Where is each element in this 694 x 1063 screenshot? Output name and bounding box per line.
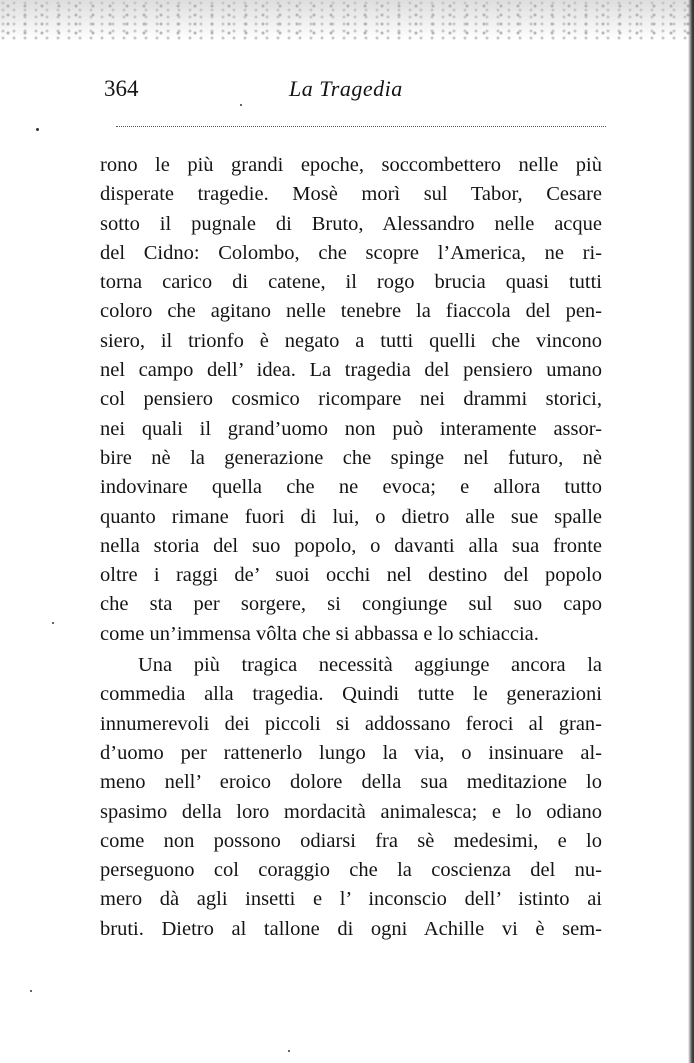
scan-speck — [288, 1050, 290, 1052]
header-rule — [116, 126, 606, 127]
text-line: Una più tragica necessità aggiunge ancora la — [138, 654, 602, 677]
text-line: meno nell’ eroico dolore della sua meditazione lo — [100, 771, 602, 794]
text-line: disperate tragedie. Mosè morì sul Tabor, Cesare — [100, 183, 602, 206]
text-line: nella storia del suo popolo, o davanti alla sua fronte — [100, 534, 602, 557]
scan-speck — [36, 128, 39, 131]
scan-speck — [240, 104, 242, 106]
body-text — [100, 151, 602, 944]
text-line: oltre i raggi de’ suoi occhi nel destino del popolo — [100, 564, 602, 587]
scan-speck — [52, 622, 54, 624]
text-line: mero dà agli insetti e l’ inconscio dell’ istinto ai — [100, 888, 602, 911]
text-line: del Cidno: Colombo, che scopre l’America, ne ri- — [100, 241, 602, 264]
text-line: commedia alla tragedia. Quindi tutte le generazioni — [100, 683, 602, 706]
text-line: sotto il pugnale di Bruto, Alessandro nelle acque — [100, 212, 602, 235]
scan-noise — [0, 0, 694, 40]
text-line: nei quali il grand’uomo non può interamente assor- — [100, 417, 602, 440]
text-line: rono le più grandi epoche, soccombettero nelle più — [100, 154, 602, 176]
text-line: che sta per sorgere, si congiunge sul suo capo — [100, 593, 602, 616]
page-number: 364 — [104, 76, 139, 101]
text-line: bruti. Dietro al tallone di ogni Achille vi è sem- — [100, 917, 602, 940]
text-line: innumerevoli dei piccoli si addossano feroci al gran- — [100, 712, 602, 735]
running-head: La Tragedia — [289, 76, 403, 101]
text-line: col pensiero cosmico ricompare nei drammi storici, — [100, 388, 602, 411]
text-line: nel campo dell’ idea. La tragedia del pensiero umano — [100, 359, 602, 382]
text-line: perseguono col coraggio che la coscienza del nu- — [100, 859, 602, 882]
text-line: coloro che agitano nelle tenebre la fiaccola del pen- — [100, 300, 602, 323]
text-line: torna carico di catene, il rogo brucia quasi tutti — [100, 271, 602, 294]
text-line: come non possono odiarsi fra sè medesimi, e lo — [100, 829, 602, 852]
text-line: come un’immensa vôlta che si abbassa e lo schiaccia. — [100, 622, 539, 645]
paragraph-1 — [100, 151, 602, 649]
text-line: indovinare quella che ne evoca; e allora tutto — [100, 476, 602, 499]
page-header — [104, 72, 606, 108]
text-line: bire nè la generazione che spinge nel futuro, nè — [100, 446, 602, 469]
text-line: quanto rimane fuori di lui, o dietro alle sue spalle — [100, 505, 602, 528]
text-line: siero, il trionfo è negato a tutti quelli che vincono — [100, 329, 602, 352]
scan-speck — [30, 990, 32, 992]
text-line: d’uomo per rattenerlo lungo la via, o insinuare al- — [100, 741, 602, 764]
page-edge-shadow — [688, 0, 694, 1063]
text-line: spasimo della loro mordacità animalesca; e lo odiano — [100, 800, 602, 823]
paragraph-2 — [100, 651, 602, 944]
